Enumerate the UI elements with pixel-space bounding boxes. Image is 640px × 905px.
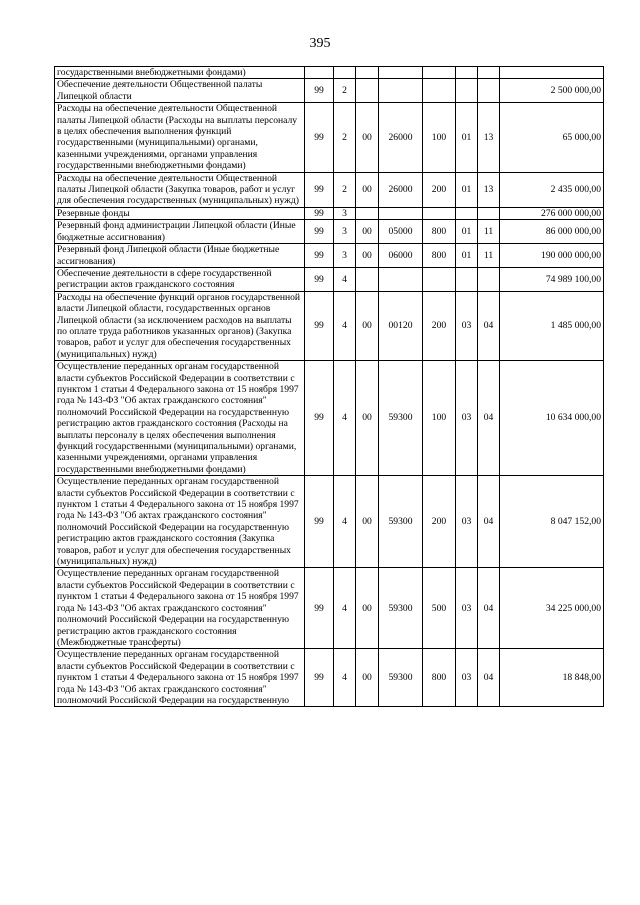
table-row (55, 291, 604, 360)
table-row (55, 244, 604, 268)
row-description: Резервные фонды (55, 207, 305, 219)
row-code-subsection: 04 (478, 291, 500, 360)
row-description: Расходы на обеспечение функций органов государственной власти Липецкой области, государственных органов Липецкой области (за исключением расходов на выплаты по оплате труда работников указанных органов) (Закупка товаров, работ и услуг для обеспечения государственных (муниципальных) нужд) (55, 291, 305, 360)
row-code-expense-type: 500 (423, 568, 456, 649)
row-description: Расходы на обеспечение деятельности Общественной палаты Липецкой области (Расходы на выплаты персоналу в целях обеспечения выполнения функций государственными (муниципальными) органами, казенными учреждениями, органами управления государственными внебюджетными фондами) (55, 103, 305, 172)
row-code-subprogram (334, 67, 356, 79)
row-code-program: 99 (305, 103, 334, 172)
page-number: 395 (309, 36, 331, 51)
row-code-subsection (478, 267, 500, 291)
row-description: Расходы на обеспечение деятельности Общественной палаты Липецкой области (Закупка товаров, работ и услуг для обеспечения государственных (муниципальных) нужд) (55, 172, 305, 207)
row-code-program: 99 (305, 649, 334, 707)
row-code-program: 99 (305, 291, 334, 360)
table-row (55, 649, 604, 707)
row-code-expense-type (423, 207, 456, 219)
row-description: Осуществление переданных органам государственной власти субъектов Российской Федерации в соответствии с пунктом 1 статьи 4 Федерального закона от 15 ноября 1997 года № 143-ФЗ "Об актах гражданского состояния" полномочий Российской Федерации на государственную регистрацию актов гражданского состояния (Закупка товаров, работ и услуг для обеспечения государственных (муниципальных) нужд) (55, 476, 305, 568)
row-code-subsection: 11 (478, 220, 500, 244)
row-code-subprogram: 3 (334, 207, 356, 219)
row-code-direction: 59300 (379, 568, 423, 649)
row-code-section: 01 (456, 244, 478, 268)
row-code-section: 03 (456, 568, 478, 649)
row-code-direction: 59300 (379, 649, 423, 707)
row-code-subprogram: 4 (334, 361, 356, 476)
row-code-expense-type: 800 (423, 649, 456, 707)
row-code-expense-type: 200 (423, 172, 456, 207)
row-code-subsection (478, 67, 500, 79)
row-amount: 2 500 000,00 (500, 79, 604, 103)
row-code-expense-type (423, 267, 456, 291)
row-code-section: 03 (456, 291, 478, 360)
row-amount: 34 225 000,00 (500, 568, 604, 649)
row-code-main-activity: 00 (356, 172, 379, 207)
row-code-subsection: 04 (478, 361, 500, 476)
row-code-section (456, 207, 478, 219)
row-code-section: 01 (456, 220, 478, 244)
row-code-expense-type: 200 (423, 291, 456, 360)
row-amount: 2 435 000,00 (500, 172, 604, 207)
row-code-main-activity: 00 (356, 103, 379, 172)
row-code-main-activity: 00 (356, 361, 379, 476)
row-code-main-activity: 00 (356, 220, 379, 244)
row-description: Обеспечение деятельности Общественной палаты Липецкой области (55, 79, 305, 103)
row-code-subsection: 11 (478, 244, 500, 268)
row-code-direction (379, 207, 423, 219)
row-code-main-activity: 00 (356, 244, 379, 268)
row-amount: 65 000,00 (500, 103, 604, 172)
table-row (55, 172, 604, 207)
row-code-section (456, 67, 478, 79)
row-code-direction: 59300 (379, 476, 423, 568)
row-code-main-activity (356, 267, 379, 291)
row-code-program: 99 (305, 79, 334, 103)
row-code-section (456, 79, 478, 103)
row-code-section: 01 (456, 172, 478, 207)
row-description: государственными внебюджетными фондами) (55, 67, 305, 79)
row-code-subsection (478, 207, 500, 219)
row-code-expense-type: 200 (423, 476, 456, 568)
row-code-main-activity: 00 (356, 476, 379, 568)
row-code-direction: 26000 (379, 103, 423, 172)
row-code-main-activity (356, 79, 379, 103)
row-code-expense-type: 800 (423, 220, 456, 244)
row-code-section: 03 (456, 649, 478, 707)
table-row (55, 568, 604, 649)
row-code-direction: 00120 (379, 291, 423, 360)
row-amount: 86 000 000,00 (500, 220, 604, 244)
row-code-subsection: 04 (478, 476, 500, 568)
row-code-direction: 59300 (379, 361, 423, 476)
row-code-expense-type: 100 (423, 361, 456, 476)
row-code-direction (379, 79, 423, 103)
row-code-subsection (478, 79, 500, 103)
row-code-subprogram: 2 (334, 172, 356, 207)
row-code-expense-type (423, 79, 456, 103)
row-code-subprogram: 4 (334, 568, 356, 649)
row-code-subprogram: 2 (334, 103, 356, 172)
row-code-subprogram: 3 (334, 220, 356, 244)
row-amount: 190 000 000,00 (500, 244, 604, 268)
row-code-main-activity: 00 (356, 568, 379, 649)
row-code-subprogram: 4 (334, 649, 356, 707)
row-code-direction: 05000 (379, 220, 423, 244)
row-description: Осуществление переданных органам государственной власти субъектов Российской Федерации в соответствии с пунктом 1 статьи 4 Федерального закона от 15 ноября 1997 года № 143-ФЗ "Об актах гражданского состояния" полномочий Российской Федерации на государственную (55, 649, 305, 707)
row-code-program: 99 (305, 244, 334, 268)
table-row (55, 79, 604, 103)
row-description: Осуществление переданных органам государственной власти субъектов Российской Федерации в соответствии с пунктом 1 статьи 4 Федерального закона от 15 ноября 1997 года № 143-ФЗ "Об актах гражданского состояния" полномочий Российской Федерации на государственную регистрацию актов гражданского состояния (Межбюджетные трансферты) (55, 568, 305, 649)
table-row (55, 207, 604, 219)
row-description: Резервный фонд Липецкой области (Иные бюджетные ассигнования) (55, 244, 305, 268)
row-code-subsection: 13 (478, 172, 500, 207)
row-amount: 10 634 000,00 (500, 361, 604, 476)
row-code-main-activity: 00 (356, 649, 379, 707)
row-amount: 1 485 000,00 (500, 291, 604, 360)
row-code-subprogram: 4 (334, 291, 356, 360)
row-description: Обеспечение деятельности в сфере государственной регистрации актов гражданского состояния (55, 267, 305, 291)
row-amount: 8 047 152,00 (500, 476, 604, 568)
row-code-subprogram: 3 (334, 244, 356, 268)
row-description: Осуществление переданных органам государственной власти субъектов Российской Федерации в соответствии с пунктом 1 статьи 4 Федерального закона от 15 ноября 1997 года № 143-ФЗ "Об актах гражданского состояния" полномочий Российской Федерации на государственную регистрацию актов гражданского состояния (Расходы на выплаты персоналу в целях обеспечения выполнения функций государственными (муниципальными) органами, казенными учреждениями, органами управления государственными внебюджетными фондами) (55, 361, 305, 476)
row-code-expense-type: 100 (423, 103, 456, 172)
row-code-subsection: 13 (478, 103, 500, 172)
row-code-expense-type: 800 (423, 244, 456, 268)
row-amount: 18 848,00 (500, 649, 604, 707)
row-code-main-activity (356, 207, 379, 219)
row-amount: 74 989 100,00 (500, 267, 604, 291)
table-row (55, 103, 604, 172)
row-code-program: 99 (305, 172, 334, 207)
row-code-main-activity: 00 (356, 291, 379, 360)
table-row (55, 476, 604, 568)
row-amount: 276 000 000,00 (500, 207, 604, 219)
row-code-section: 03 (456, 361, 478, 476)
row-code-expense-type (423, 67, 456, 79)
row-code-subsection: 04 (478, 568, 500, 649)
row-code-program: 99 (305, 267, 334, 291)
row-description: Резервный фонд администрации Липецкой области (Иные бюджетные ассигнования) (55, 220, 305, 244)
row-code-section (456, 267, 478, 291)
row-code-subsection: 04 (478, 649, 500, 707)
row-code-program: 99 (305, 476, 334, 568)
row-code-subprogram: 4 (334, 267, 356, 291)
row-amount (500, 67, 604, 79)
row-code-subprogram: 4 (334, 476, 356, 568)
table-row (55, 67, 604, 79)
row-code-direction: 06000 (379, 244, 423, 268)
table-row (55, 361, 604, 476)
row-code-direction (379, 67, 423, 79)
row-code-section: 01 (456, 103, 478, 172)
row-code-program: 99 (305, 207, 334, 219)
row-code-program: 99 (305, 220, 334, 244)
row-code-program: 99 (305, 361, 334, 476)
budget-table (54, 66, 604, 707)
table-row (55, 220, 604, 244)
row-code-subprogram: 2 (334, 79, 356, 103)
row-code-section: 03 (456, 476, 478, 568)
row-code-main-activity (356, 67, 379, 79)
row-code-program: 99 (305, 568, 334, 649)
row-code-program (305, 67, 334, 79)
row-code-direction: 26000 (379, 172, 423, 207)
table-row (55, 267, 604, 291)
row-code-direction (379, 267, 423, 291)
